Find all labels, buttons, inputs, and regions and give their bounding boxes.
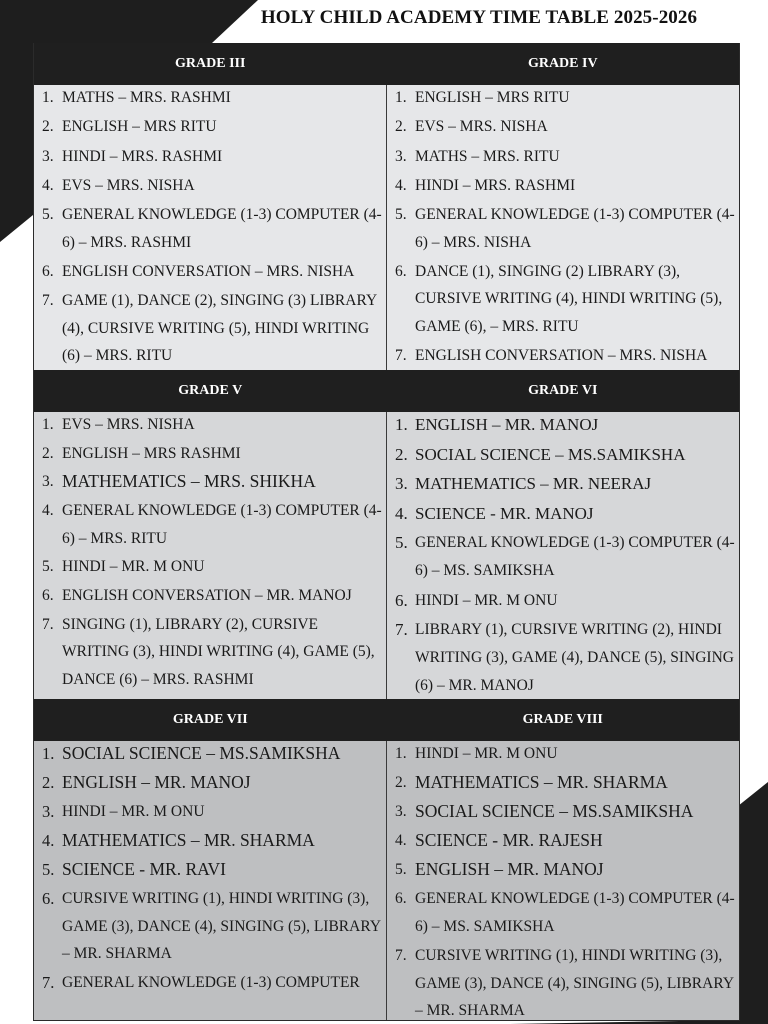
subject-item: 2. ENGLISH – MR. MANOJ [42, 772, 251, 792]
subject-item: 6. GENERAL KNOWLEDGE (1-3) COMPUTER (4-6) – MS. SAMIKSHA [395, 890, 735, 935]
subject-item: 4. SCIENCE - MR. RAJESH [395, 830, 603, 851]
grade-header-row [34, 699, 739, 741]
subject-item: 6. CURSIVE WRITING (1), HINDI WRITING (3), GAME (3), DANCE (4), SINGING (5), LIBRARY – MR. SHARMA [42, 889, 381, 962]
grade-vii-subjects [34, 741, 386, 1020]
subject-item: 6. ENGLISH CONVERSATION – MRS. NISHA [42, 262, 355, 280]
grade-viii-header: GRADE VIII [522, 712, 603, 727]
subject-list [395, 741, 737, 1020]
subject-item: 7. GAME (1), DANCE (2), SINGING (3) LIBRARY (4), CURSIVE WRITING (5), HINDI WRITING (6) – MRS. RITU [42, 292, 377, 365]
grade-v-subjects [34, 412, 386, 699]
subject-list [395, 85, 737, 370]
subject-item: 3. HINDI – MRS. RASHMI [42, 147, 223, 165]
grade-vi-subjects [386, 412, 739, 699]
subject-item: 2. ENGLISH – MRS RITU [42, 118, 217, 136]
subject-item: 3. MATHS – MRS. RITU [395, 147, 560, 165]
timetable [33, 43, 740, 1021]
grade-viii-subjects [386, 741, 739, 1020]
subject-item: 5. GENERAL KNOWLEDGE (1-3) COMPUTER (4-6) – MRS. RASHMI [42, 206, 382, 251]
subject-item: 7. ENGLISH CONVERSATION – MRS. NISHA [395, 347, 708, 365]
subject-item: 1. HINDI – MR. M ONU [395, 745, 558, 762]
subject-list [42, 741, 384, 997]
subject-item: 7. GENERAL KNOWLEDGE (1-3) COMPUTER [42, 973, 360, 992]
subject-item: 2. SOCIAL SCIENCE – MS.SAMIKSHA [395, 444, 686, 464]
grade-iv-subjects [386, 85, 739, 370]
subject-item: 7. CURSIVE WRITING (1), HINDI WRITING (3), GAME (3), DANCE (4), SINGING (5), LIBRARY – MR. SHARMA [395, 947, 734, 1020]
subject-item: 7. SINGING (1), LIBRARY (2), CURSIVE WRITING (3), HINDI WRITING (4), GAME (5), DANCE (6) – MRS. RASHMI [42, 615, 375, 688]
subject-item: 5. GENERAL KNOWLEDGE (1-3) COMPUTER (4-6) – MS. SAMIKSHA [395, 533, 735, 579]
grade-subjects-row [34, 412, 739, 699]
subject-list [42, 85, 384, 370]
subject-item: 3. MATHEMATICS – MR. NEERAJ [395, 474, 652, 493]
subject-item: 5. GENERAL KNOWLEDGE (1-3) COMPUTER (4-6) – MRS. NISHA [395, 206, 735, 251]
grade-subjects-row [34, 741, 739, 1020]
subject-item: 6. DANCE (1), SINGING (2) LIBRARY (3), CURSIVE WRITING (4), HINDI WRITING (5), GAME (6), – MRS. RITU [395, 262, 723, 335]
subject-item: 3. SOCIAL SCIENCE – MS.SAMIKSHA [395, 801, 694, 822]
subject-item: 4. GENERAL KNOWLEDGE (1-3) COMPUTER (4-6) – MRS. RITU [42, 502, 382, 547]
subject-item: 3. HINDI – MR. M ONU [42, 802, 205, 821]
subject-item: 1. ENGLISH – MRS RITU [395, 89, 570, 106]
grade-iii-header: GRADE III [175, 56, 246, 71]
grade-subjects-row [34, 85, 739, 370]
subject-item: 4. MATHEMATICS – MR. SHARMA [42, 830, 315, 850]
page-title: HOLY CHILD ACADEMY TIME TABLE 2025-2026 [260, 7, 698, 28]
subject-item: 6. HINDI – MR. M ONU [395, 590, 558, 610]
grade-iii-subjects [34, 85, 386, 370]
grade-v-header: GRADE V [178, 383, 243, 398]
grade-iv-header: GRADE IV [527, 56, 598, 71]
subject-item: 1. EVS – MRS. NISHA [42, 416, 195, 433]
subject-item: 2. MATHEMATICS – MR. SHARMA [395, 772, 668, 793]
subject-item: 4. SCIENCE - MR. MANOJ [395, 503, 594, 523]
subject-item: 5. HINDI – MR. M ONU [42, 558, 205, 576]
subject-item: 1. SOCIAL SCIENCE – MS.SAMIKSHA [42, 743, 341, 763]
subject-item: 3. MATHEMATICS – MRS. SHIKHA [42, 471, 316, 492]
grade-vii-header: GRADE VII [172, 712, 248, 727]
subject-item: 6. ENGLISH CONVERSATION – MR. MANOJ [42, 586, 352, 604]
grade-vi-header: GRADE VI [528, 383, 598, 398]
subject-item: 2. EVS – MRS. NISHA [395, 118, 548, 136]
subject-item: 5. SCIENCE - MR. RAVI [42, 859, 227, 879]
subject-item: 4. EVS – MRS. NISHA [42, 176, 195, 194]
subject-item: 4. HINDI – MRS. RASHMI [395, 176, 576, 194]
subject-item: 5. ENGLISH – MR. MANOJ [395, 859, 604, 880]
subject-list [395, 412, 737, 699]
grade-header-row [34, 370, 739, 412]
subject-item: 1. MATHS – MRS. RASHMI [42, 89, 231, 106]
subject-list [42, 412, 384, 693]
subject-item: 1. ENGLISH – MR. MANOJ [395, 415, 599, 434]
grade-header-row [34, 43, 739, 85]
subject-item: 7. LIBRARY (1), CURSIVE WRITING (2), HINDI WRITING (3), GAME (4), DANCE (5), SINGING (6) – MR. MANOJ [395, 620, 734, 694]
subject-item: 2. ENGLISH – MRS RASHMI [42, 444, 241, 462]
